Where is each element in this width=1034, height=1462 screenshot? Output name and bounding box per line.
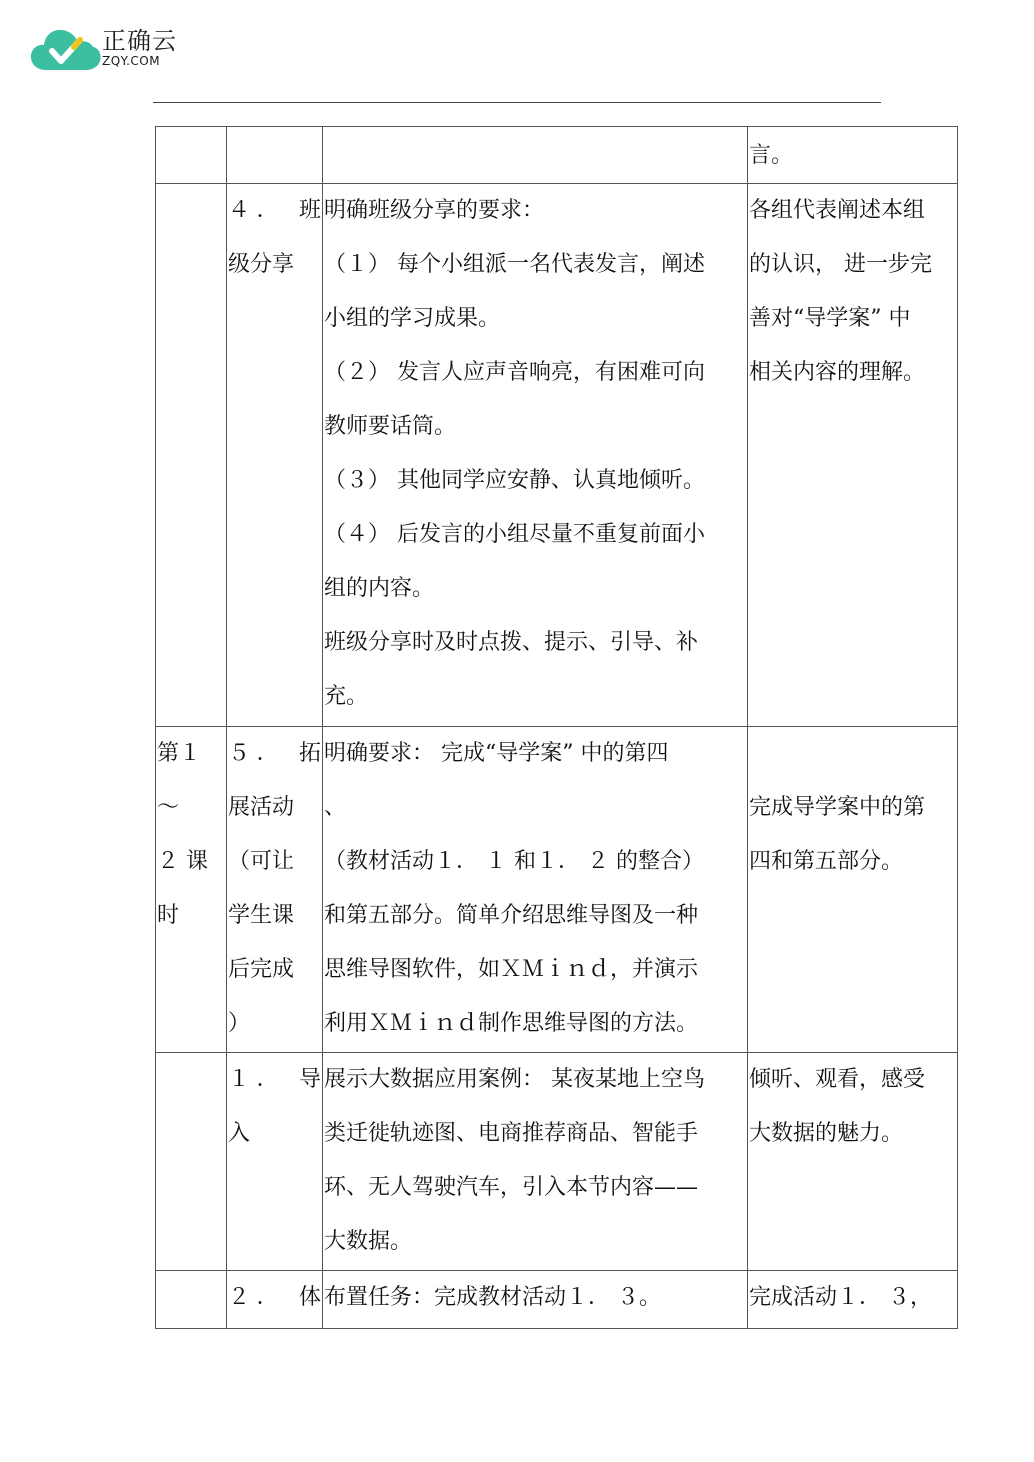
cell-line: 后完成 <box>228 957 295 982</box>
cell-line: 利用ＸＭｉｎｄ制作思维导图的方法。 <box>324 1011 699 1036</box>
brand-name-cn: 正确云 <box>102 27 177 55</box>
step-cell <box>227 1271 323 1329</box>
cell-line: 、 <box>324 795 347 820</box>
cell-line: （４） 后发言的小组尽量不重复前面小 <box>324 522 705 547</box>
cell-line: 明确班级分享的要求： <box>324 198 545 223</box>
student-activity-cell <box>748 1053 958 1271</box>
cell-line: 教师要话筒。 <box>324 414 457 439</box>
cell-line: 小组的学习成果。 <box>324 306 501 331</box>
header-divider <box>153 102 881 103</box>
cell-line: 环、无人驾驶汽车，引入本节内容—— <box>324 1175 699 1200</box>
cell-line: 相关内容的理解。 <box>749 360 926 385</box>
cell-line: 入 <box>228 1121 251 1146</box>
student-activity-cell <box>748 127 958 184</box>
cell-line: （２） 发言人应声音响亮，有困难可向 <box>324 360 705 385</box>
cell-line: 言。 <box>749 143 794 168</box>
cell-line: 类迁徙轨迹图、电商推荐商品、智能手 <box>324 1121 699 1146</box>
cell-line: （３） 其他同学应安静、认真地倾听。 <box>324 468 705 493</box>
cell-line: 完成活动１． ３， <box>749 1285 932 1310</box>
cell-line <box>749 727 956 781</box>
cell-line: 第１ <box>157 741 202 766</box>
brand-text <box>102 27 177 67</box>
cell-line: 学生课 <box>228 903 295 928</box>
step-cell <box>227 127 323 184</box>
cell-line: 倾听、观看，感受 <box>749 1067 926 1092</box>
period-cell <box>156 184 227 727</box>
cell-line: （１） 每个小组派一名代表发言，阐述 <box>324 252 705 277</box>
cell-line: （可让 <box>228 849 295 874</box>
period-cell <box>156 727 227 1053</box>
cell-line: ２． 体 <box>228 1285 321 1310</box>
cell-line: 明确要求： 完成“导学案” 中的第四 <box>324 741 669 766</box>
cell-line: 布置任务：完成教材活动１． ３。 <box>324 1285 661 1310</box>
cell-line: 大数据的魅力。 <box>749 1121 904 1146</box>
brand-name-en: ZQY.COM <box>102 54 161 68</box>
teacher-activity-cell <box>323 1271 748 1329</box>
cell-line: 完成导学案中的第 <box>749 795 926 820</box>
cell-line: 大数据。 <box>324 1229 413 1254</box>
student-activity-cell <box>748 1271 958 1329</box>
period-cell <box>156 1271 227 1329</box>
student-activity-cell <box>748 727 958 1053</box>
cell-line: ４． 班 <box>228 198 321 223</box>
period-cell <box>156 1053 227 1271</box>
student-activity-cell <box>748 184 958 727</box>
teacher-activity-cell <box>323 184 748 727</box>
cell-line: 展示大数据应用案例： 某夜某地上空鸟 <box>324 1067 705 1092</box>
cell-line: 和第五部分。简单介绍思维导图及一种 <box>324 903 699 928</box>
cell-line: 各组代表阐述本组 <box>749 198 926 223</box>
cell-line: ２ 课 <box>157 849 208 874</box>
cloud-check-icon <box>30 24 102 74</box>
cell-line: ～ <box>157 795 180 820</box>
step-cell <box>227 1053 323 1271</box>
cell-line: ） <box>228 1011 251 1036</box>
period-cell <box>156 127 227 184</box>
table-row <box>156 727 958 1053</box>
cell-line: 时 <box>157 903 180 928</box>
table-row <box>156 1271 958 1329</box>
cell-line: １． 导 <box>228 1067 321 1092</box>
cell-line: 善对“导学案” 中 <box>749 306 911 331</box>
cell-line: （教材活动１． １ 和１． ２ 的整合） <box>324 849 704 874</box>
cell-line: 思维导图软件，如ＸＭｉｎｄ，并演示 <box>324 957 699 982</box>
cell-line: 四和第五部分。 <box>749 849 904 874</box>
table-row <box>156 184 958 727</box>
teacher-activity-cell <box>323 727 748 1053</box>
teacher-activity-cell <box>323 127 748 184</box>
table-row <box>156 1053 958 1271</box>
table-row <box>156 127 958 184</box>
teacher-activity-cell <box>323 1053 748 1271</box>
lesson-plan-table <box>155 126 958 1329</box>
cell-line: 展活动 <box>228 795 295 820</box>
cell-line: 的认识， 进一步完 <box>749 252 932 277</box>
step-cell <box>227 184 323 727</box>
cell-line: 充。 <box>324 684 369 709</box>
step-cell <box>227 727 323 1053</box>
cell-line: 班级分享时及时点拨、提示、引导、补 <box>324 630 699 655</box>
cell-line: ５． 拓 <box>228 741 321 766</box>
cell-line: 组的内容。 <box>324 576 435 601</box>
cell-line: 级分享 <box>228 252 295 277</box>
